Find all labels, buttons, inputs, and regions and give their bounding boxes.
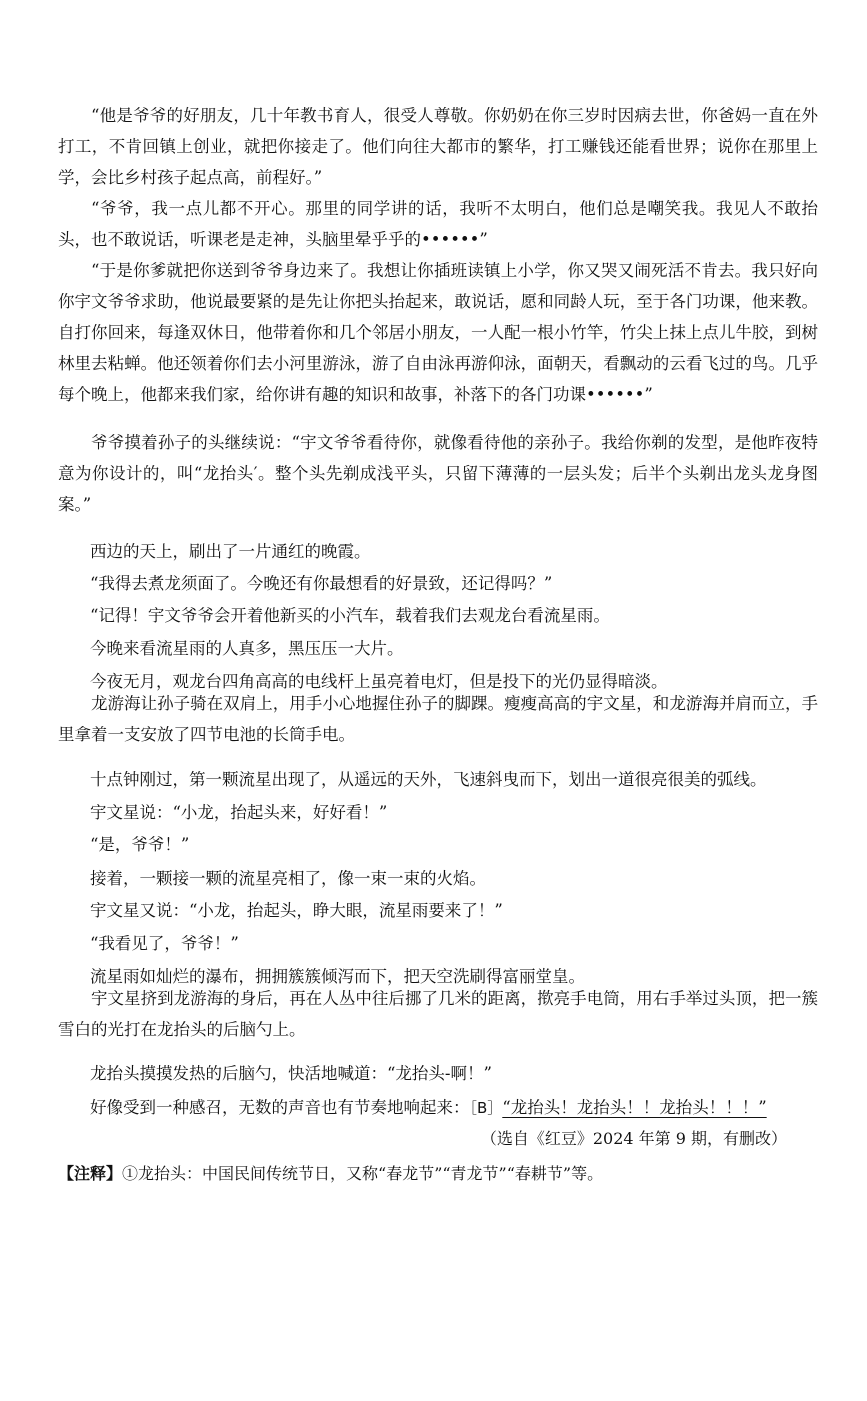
footnote-text: ①龙抬头：中国民间传统节日，又称“春龙节”“青龙节”“春耕节”等。 — [122, 1164, 604, 1183]
line-noodles: “我得去煮龙须面了。今晚还有你最想看的好景致，还记得吗？” — [90, 574, 553, 593]
paragraph-unhappy: “爷爷，我一点儿都不开心。那里的同学讲的话，我听不太明白，他们总是嘲笑我。我见人不敢抬头，也不敢说话，听课老是走神，头脑里晕乎乎的••••••” — [58, 199, 818, 249]
paragraph-sent-back: “于是你爹就把你送到爷爷身边来了。我想让你插班读镇上小学，你又哭又闹死活不肯去。我只好向你宇文爷爷求助，他说最要紧的是先让你把头抬起来，敢说话，愿和同龄人玩，至于各门功课，他来教。自打你回来，每逢双休日，他带着你和几个邻居小朋友，一人配一根小竹竿，竹尖上抹上点儿牛胶，到树林里去粘蝉。他还领着你们去小河里游泳，游了自由泳再游仰泳，面朝天，看飘动的云看飞过的鸟。几乎每个晚上，他都来我们家，给你讲有趣的知识和故事，补落下的各门功课••••••” — [58, 261, 818, 404]
line-sunset: 西边的天上，刷出了一片通红的晚霞。 — [90, 542, 371, 561]
line-look-up: 宇文星说：“小龙，抬起头来，好好看！” — [90, 803, 388, 822]
source-citation: （选自《红豆》2024 年第 9 期，有删改） — [480, 1129, 787, 1148]
line-shout: 龙抬头摸摸发热的后脑勺，快活地喊道：“龙抬头-啊！” — [90, 1064, 492, 1083]
line-coming: 宇文星又说：“小龙，抬起头，睁大眼，流星雨要来了！” — [90, 901, 503, 920]
paragraph-shoulders: 龙游海让孙子骑在双肩上，用手小心地握住孙子的脚踝。瘦瘦高高的宇文星，和龙游海并肩而立，手里拿着一支安放了四节电池的长筒手电。 — [58, 694, 818, 744]
paragraph-haircut: 爷爷摸着孙子的头继续说：“宇文爷爷看待你，就像看待他的亲孙子。我给你剃的发型，是他昨夜特意为你设计的，叫“龙抬头′。整个头先剃成浅平头，只留下薄薄的一层头发；后半个头剃出龙头龙身图案。” — [58, 433, 818, 514]
paragraph-flashlight: 宇文星挤到龙游海的身后，再在人丛中往后挪了几米的距离，揿亮手电筒，用右手举过头顶，把一簇雪白的光打在龙抬头的后脑勺上。 — [58, 989, 818, 1039]
footnote-label: 【注释】 — [58, 1164, 123, 1183]
line-waterfall: 流星雨如灿烂的瀑布，拥拥簇簇倾泻而下，把天空洗刷得富丽堂皇。 — [90, 967, 585, 986]
annotation-marker-b: ［B］ — [469, 1099, 503, 1117]
paragraph-friend: “他是爷爷的好朋友，几十年教书育人，很受人尊敬。你奶奶在你三岁时因病去世，你爸妈一直在外打工，不肯回镇上创业，就把你接走了。他们向往大都市的繁华，打工赚钱还能看世界；说你在那里上学，会比乡村孩子起点高，前程好。” — [58, 106, 818, 187]
footnote — [58, 1162, 603, 1186]
final-text: 好像受到一种感召，无数的声音也有节奏地响起来： — [90, 1098, 470, 1117]
line-see-it: “我看见了，爷爷！” — [90, 934, 239, 953]
line-first-meteor: 十点钟刚过，第一颗流星出现了，从遥远的天外，飞速斜曳而下，划出一道很亮很美的弧线。 — [90, 770, 767, 789]
line-final — [90, 1096, 767, 1120]
line-yes: “是，爷爷！” — [90, 835, 190, 854]
line-fire: 接着，一颗接一颗的流星亮相了，像一束一束的火焰。 — [90, 869, 486, 888]
final-chant: “龙抬头！龙抬头！！龙抬头！！！” — [502, 1098, 767, 1117]
line-remember: “记得！宇文爷爷会开着他新买的小汽车，载着我们去观龙台看流星雨。 — [90, 606, 610, 625]
line-no-moon: 今夜无月，观龙台四角高高的电线杆上虽亮着电灯，但是投下的光仍显得暗淡。 — [90, 672, 668, 691]
line-crowd: 今晚来看流星雨的人真多，黑压压一大片。 — [90, 639, 404, 658]
